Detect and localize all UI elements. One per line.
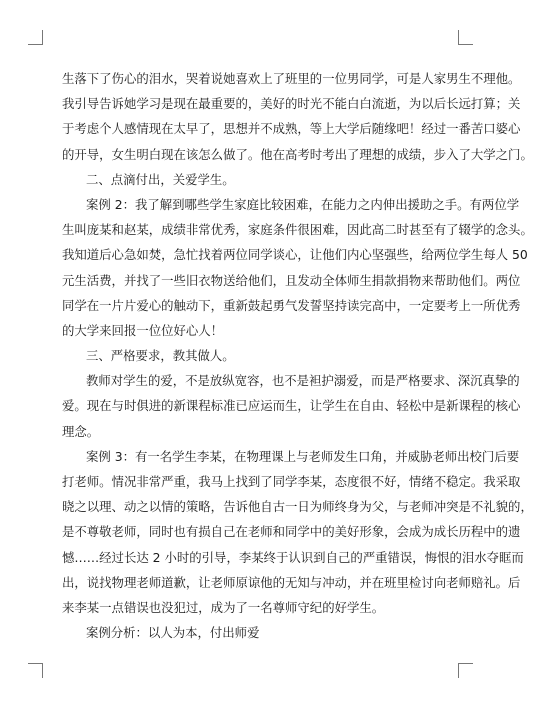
text-line: 元生活费，并找了一些旧衣物送给他们，且发动全体师生捐款捐物来帮助他们。两位 [62,272,521,288]
text-line: 来李某一点错误也没犯过，成为了一名尊师守纪的好学生。 [62,599,385,615]
crop-mark-top-left [28,30,43,45]
crop-mark-top-right [458,30,473,45]
document-body [62,66,533,645]
text-line: 憾……经过长达 2 小时的引导，李某终于认识到自己的严重错误，悔恨的泪水夺眶而 [62,549,524,565]
text-line: 我引导告诉她学习是现在最重要的，美好的时光不能白白流逝，为以后长远打算；关 [62,96,521,112]
text-line: 爱。现在与时俱进的新课程标准已应运而生，让学生在自由、轻松中是新课程的核心 [62,398,521,414]
text-line: 生叫庞某和赵某，成绩非常优秀，家庭条件很困难，因此高二时甚至有了辍学的念头。 [62,222,533,238]
text-line: 打老师。情况非常严重，我马上找到了同学李某，态度很不好，情绪不稳定。我采取 [62,474,521,489]
section-heading: 二、点滴付出，关爱学生。 [86,171,235,187]
text-line: 晓之以理、动之以情的策略，告诉他自古一日为师终身为父，与老师冲突是不礼貌的， [62,499,533,515]
text-line: 我知道后心急如焚，急忙找着两位同学谈心，让他们内心坚强些，给两位学生每人 50 [62,247,528,263]
text-line: 是不尊敬老师，同时也有损自己在老师和同学中的美好形象，会成为成长历程中的遗 [62,524,521,540]
text-line: 教师对学生的爱，不是放纵宽容，也不是袒护溺爱，而是严格要求、深沉真挚的 [86,373,520,389]
case-analysis-line: 案例分析：以人为本，付出师爱 [86,625,260,641]
text-line: 生落下了伤心的泪水，哭着说她喜欢上了班里的一位男同学，可是人家男生不理他。 [62,71,521,86]
text-line: 的开导，女生明白现在该怎么做了。他在高考时考出了理想的成绩，步入了大学之门。 [62,146,533,162]
text-line: 出，说找物理老师道歉，让老师原谅他的无知与冲动，并在班里检讨向老师赔礼。后 [62,574,521,590]
section-heading: 三、严格要求，教其做人。 [86,348,235,364]
text-line: 案例 2：我了解到哪些学生家庭比较困难，在能力之内伸出援助之手。有两位学 [86,196,520,212]
text-line: 于考虑个人感情现在太早了，思想并不成熟，等上大学后随缘吧！经过一番苦口婆心 [62,121,521,137]
text-line: 理念。 [62,423,100,439]
crop-mark-bottom-right [458,663,473,678]
crop-mark-bottom-left [28,663,43,678]
text-line: 的大学来回报一位位好心人！ [62,322,224,338]
text-line: 案例 3：有一名学生李某，在物理课上与老师发生口角，并威胁老师出校门后要 [86,448,520,464]
text-line: 同学在一片片爱心的触动下，重新鼓起勇气发誓坚持读完高中，一定要考上一所优秀 [62,297,521,313]
